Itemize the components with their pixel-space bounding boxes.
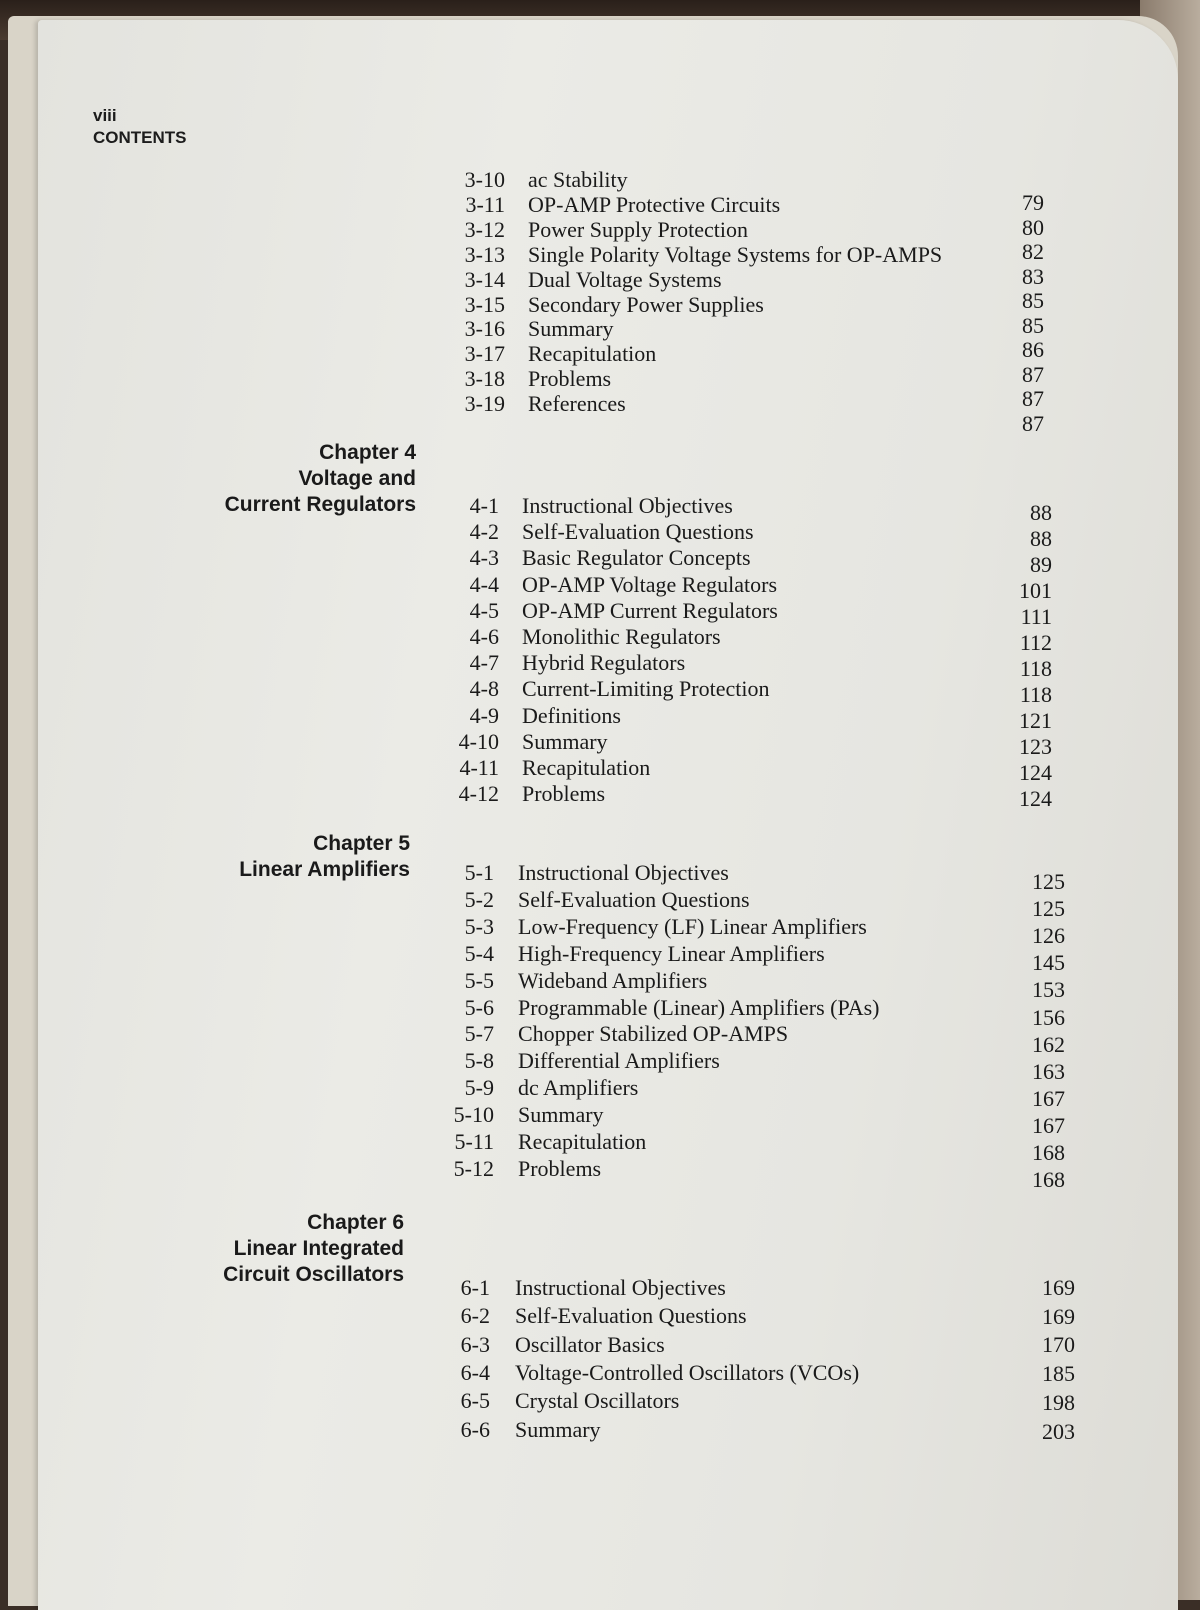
page-reference: 185 <box>1042 1361 1075 1387</box>
section-number: 3-12 <box>464 216 505 242</box>
section-number: 3-10 <box>464 167 505 192</box>
page-reference: 169 <box>1042 1303 1075 1329</box>
section-number: 4-12 <box>458 781 499 807</box>
section-title: Self-Evaluation Questions <box>515 1303 747 1329</box>
section-title: Self-Evaluation Questions <box>522 519 754 545</box>
page-reference: 167 <box>1032 1085 1065 1111</box>
section-title: Hybrid Regulators <box>522 650 686 676</box>
chapter-heading-line: Chapter 6 <box>307 1211 404 1234</box>
page-reference: 121 <box>1019 708 1052 733</box>
page-reference: 111 <box>1020 604 1052 629</box>
section-title: Summary <box>528 316 614 342</box>
chapter-heading-line: Current Regulators <box>224 493 416 516</box>
chapter-heading-line: Chapter 4 <box>319 441 416 464</box>
section-number: 3-19 <box>464 391 505 417</box>
chapter-heading-line: Circuit Oscillators <box>223 1263 404 1286</box>
section-title: Dual Voltage Systems <box>528 266 722 292</box>
section-number: 6-3 <box>460 1331 490 1357</box>
page-reference: 86 <box>1022 337 1044 362</box>
section-title: Recapitulation <box>518 1129 647 1154</box>
page-reference: 156 <box>1032 1004 1065 1030</box>
page-reference: 88 <box>1030 500 1052 525</box>
section-title: Secondary Power Supplies <box>528 291 764 317</box>
section-title: Problems <box>528 366 612 392</box>
page-reference: 112 <box>1019 630 1052 655</box>
section-number: 5-5 <box>464 967 494 993</box>
section-title: Chopper Stabilized OP-AMPS <box>518 1021 789 1047</box>
page-reference: 83 <box>1022 263 1044 289</box>
page-reference: 170 <box>1042 1332 1075 1358</box>
section-number: 4-1 <box>469 493 499 518</box>
chapter-heading-line: Linear Amplifiers <box>239 858 410 881</box>
page-reference: 80 <box>1022 214 1044 240</box>
section-title: ac Stability <box>528 167 628 192</box>
section-title: High-Frequency Linear Amplifiers <box>518 940 825 966</box>
section-number: 4-2 <box>469 519 499 545</box>
section-number: 6-5 <box>460 1388 490 1414</box>
page-number: viii <box>93 106 117 125</box>
section-title: Recapitulation <box>522 755 651 780</box>
section-number: 3-13 <box>464 241 505 267</box>
section-number: 5-3 <box>464 913 494 939</box>
section-title: Wideband Amplifiers <box>518 967 708 993</box>
chapter-heading <box>225 440 416 518</box>
page-reference: 145 <box>1032 950 1065 976</box>
section-title: OP-AMP Current Regulators <box>522 597 778 623</box>
chapter-heading-line: Linear Integrated <box>233 1237 404 1260</box>
section-number: 3-14 <box>464 266 505 292</box>
page-reference: 124 <box>1019 786 1052 811</box>
section-number: 5-11 <box>454 1129 494 1154</box>
section-title: References <box>528 391 626 417</box>
page-reference: 169 <box>1042 1275 1075 1300</box>
section-number: 4-8 <box>469 676 499 702</box>
section-number: 3-15 <box>464 291 505 317</box>
section-number: 4-5 <box>469 597 499 623</box>
page-reference: 198 <box>1042 1389 1075 1415</box>
section-number: 4-7 <box>469 650 499 676</box>
section-title: Power Supply Protection <box>528 216 748 242</box>
section-number: 6-4 <box>460 1359 490 1385</box>
page-reference: 163 <box>1032 1058 1065 1084</box>
page-reference: 123 <box>1019 734 1052 759</box>
section-number: 5-6 <box>464 994 494 1020</box>
page-reference: 125 <box>1032 896 1065 922</box>
section-title: Summary <box>518 1102 604 1128</box>
section-number: 5-2 <box>464 886 494 912</box>
section-title: Voltage-Controlled Oscillators (VCOs) <box>515 1359 860 1385</box>
page-reference: 82 <box>1022 239 1044 264</box>
page-reference: 126 <box>1032 923 1065 949</box>
section-number: 5-1 <box>464 860 494 885</box>
page-reference: 101 <box>1019 578 1052 603</box>
section-number: 3-16 <box>464 316 505 342</box>
page-reference: 124 <box>1019 760 1052 785</box>
section-number: 4-3 <box>469 545 499 571</box>
section-title: Monolithic Regulators <box>522 624 721 649</box>
page-reference: 153 <box>1032 977 1065 1003</box>
section-number: 4-9 <box>469 702 499 728</box>
section-title: Crystal Oscillators <box>515 1388 680 1414</box>
page-reference: 168 <box>1032 1140 1065 1165</box>
page-reference: 85 <box>1022 312 1044 338</box>
section-number: 5-7 <box>464 1021 494 1047</box>
section-number: 6-1 <box>460 1275 490 1300</box>
section-title: Problems <box>522 781 606 807</box>
chapter-heading-line: Voltage and <box>298 467 416 490</box>
section-number: 3-18 <box>464 366 505 392</box>
section-title: Recapitulation <box>528 341 657 367</box>
section-number: 4-10 <box>458 728 499 754</box>
section-number: 6-6 <box>460 1416 490 1442</box>
section-number: 3-17 <box>464 341 505 367</box>
section-number: 5-4 <box>464 940 494 966</box>
section-number: 6-2 <box>460 1303 490 1329</box>
page-reference: 168 <box>1032 1167 1065 1193</box>
page-reference: 125 <box>1032 869 1065 894</box>
section-title: Problems <box>518 1155 602 1181</box>
section-number: 5-10 <box>453 1102 494 1128</box>
section-title: Single Polarity Voltage Systems for OP-AMPS <box>528 241 943 267</box>
section-title: Instructional Objectives <box>522 493 733 518</box>
chapter-heading-line: Chapter 5 <box>313 832 410 855</box>
section-number: 3-11 <box>465 191 505 217</box>
section-number: 5-9 <box>464 1075 494 1101</box>
section-title: Summary <box>522 728 608 754</box>
section-title: OP-AMP Voltage Regulators <box>522 571 778 597</box>
section-title: Differential Amplifiers <box>518 1048 720 1074</box>
page-reference: 89 <box>1030 552 1052 577</box>
page-reference: 85 <box>1022 288 1044 313</box>
section-number: 4-11 <box>459 755 499 780</box>
page-reference: 87 <box>1022 410 1044 436</box>
page-reference: 79 <box>1022 190 1044 215</box>
page-reference: 162 <box>1032 1031 1065 1057</box>
section-title: OP-AMP Protective Circuits <box>528 191 781 217</box>
section-title: Instructional Objectives <box>518 860 729 885</box>
page-reference: 87 <box>1022 386 1044 411</box>
section-title: Definitions <box>522 702 621 728</box>
section-number: 5-8 <box>464 1048 494 1074</box>
page-reference: 167 <box>1032 1112 1065 1138</box>
section-title: Instructional Objectives <box>515 1275 726 1300</box>
page-reference: 88 <box>1030 526 1052 551</box>
section-title: Summary <box>515 1416 601 1442</box>
chapter-heading <box>223 1210 404 1288</box>
page-reference: 118 <box>1019 682 1052 707</box>
section-title: Basic Regulator Concepts <box>522 545 751 571</box>
chapter-heading <box>239 831 410 883</box>
page-reference: 87 <box>1022 361 1044 387</box>
section-number: 4-4 <box>469 571 499 597</box>
section-title: dc Amplifiers <box>518 1075 639 1101</box>
page-reference: 118 <box>1019 656 1052 681</box>
page-reference: 203 <box>1042 1418 1075 1444</box>
running-header: CONTENTS <box>93 128 187 147</box>
section-title: Current-Limiting Protection <box>522 676 770 702</box>
section-title: Low-Frequency (LF) Linear Amplifiers <box>518 913 867 939</box>
section-number: 4-6 <box>469 624 499 649</box>
section-title: Self-Evaluation Questions <box>518 886 750 912</box>
section-number: 5-12 <box>453 1155 494 1181</box>
section-title: Programmable (Linear) Amplifiers (PAs) <box>518 994 880 1020</box>
section-title: Oscillator Basics <box>515 1331 665 1357</box>
